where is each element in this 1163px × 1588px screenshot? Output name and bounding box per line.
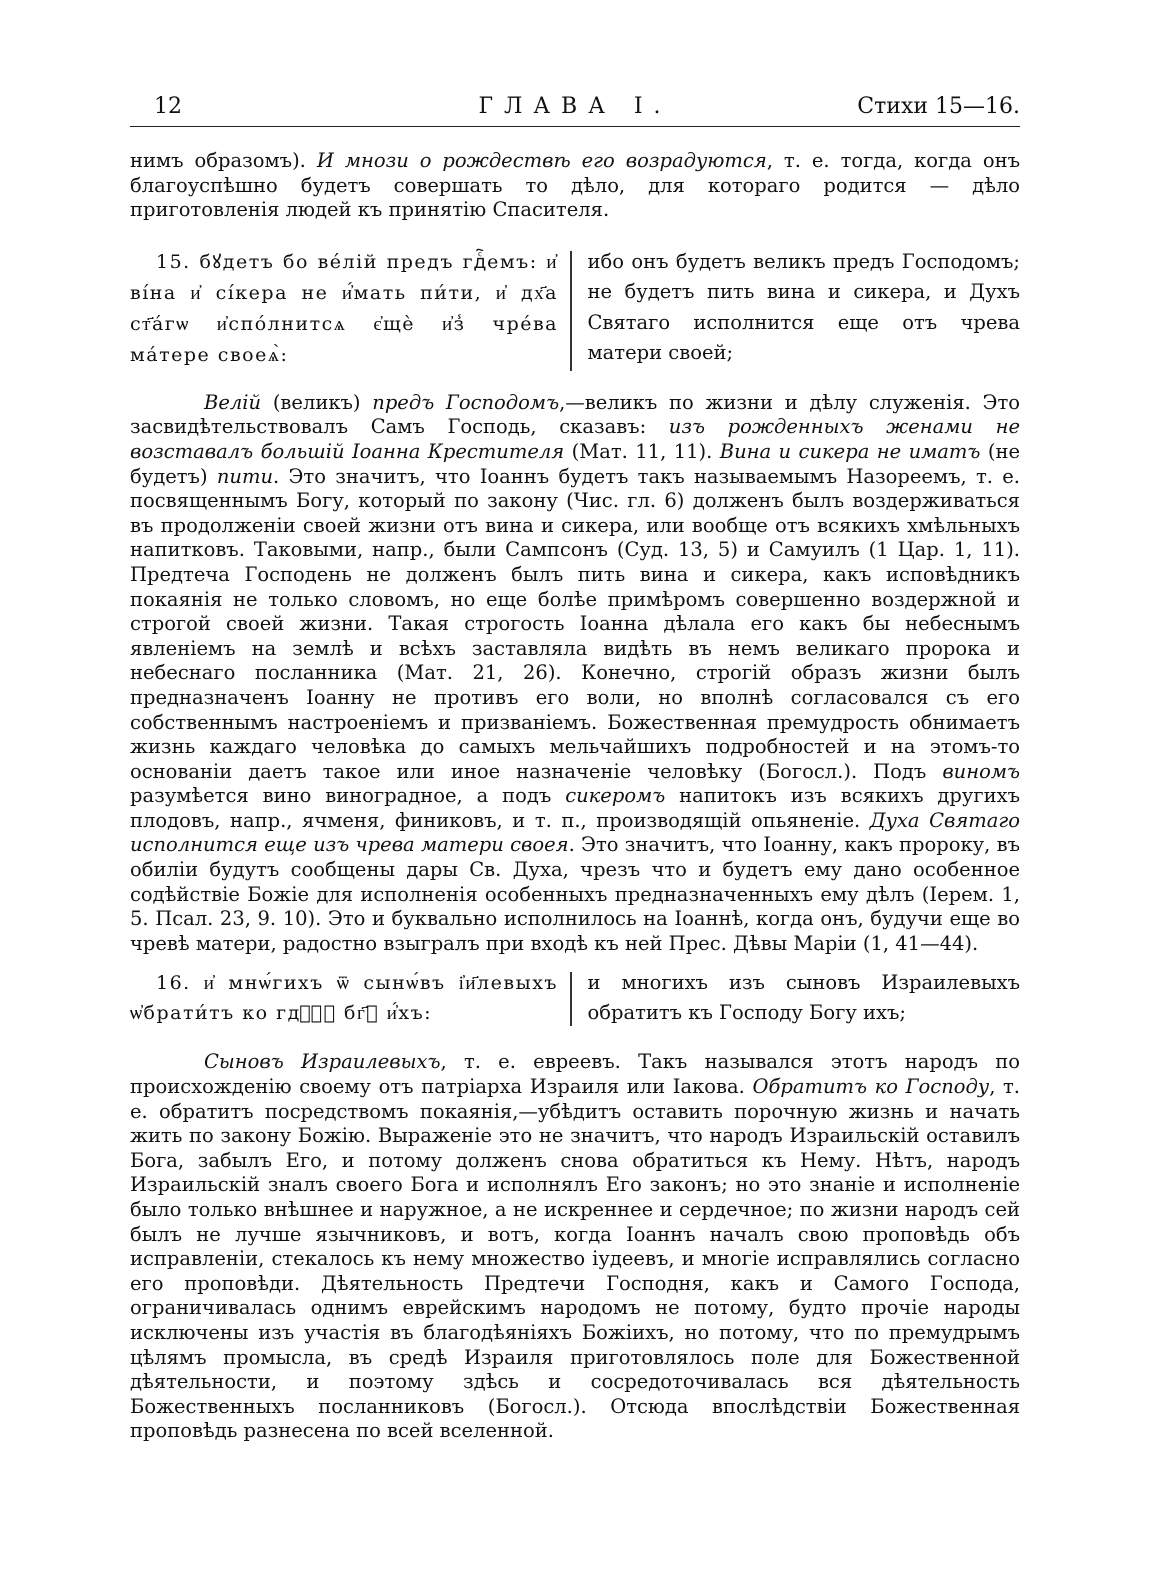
italic-phrase: пити xyxy=(216,464,274,488)
continuation-quote: И мнози о рождествѣ его возрадуются xyxy=(316,149,767,172)
text-run: напитокъ изъ всякихъ другихъ плодовъ, напр., ячменя, финиковъ, и т. п., производящій опьяненіе. xyxy=(130,784,1020,832)
text-run: . Это значитъ, что Іоанну, какъ пророку, въ обиліи будутъ сообщены дары Св. Духа, чрезъ что и будетъ ему дано особенное содѣйствіе Божіе для исполненія особенныхъ предназначенныхъ ему дѣлъ (Іерем. 1, 5. Псал. 23, 9. 10). Это и буквально исполнилось на Іоаннѣ, когда онъ, будучи еще во чревѣ матери, радостно взыгралъ при входѣ къ ней Прес. Дѣвы Маріи (1, 41—44). xyxy=(130,833,1020,955)
italic-phrase: Велій xyxy=(204,390,262,414)
verse-15-block xyxy=(130,247,1020,371)
commentary-verse-16 xyxy=(130,1050,1020,1444)
header-rule xyxy=(130,126,1020,127)
verse-16-slavonic xyxy=(130,968,570,1028)
italic-phrase: Сыновъ Израилевыхъ xyxy=(204,1050,441,1074)
verse-16-russian: и многихъ изъ сыновъ Израилевыхъ обратитъ къ Господу Богу ихъ; xyxy=(587,971,1020,1025)
text-run: (не будетъ) xyxy=(130,439,1020,488)
page-number: 12 xyxy=(154,94,182,119)
italic-phrase: изъ рожденныхъ женами не возставалъ большій Іоанна Крестителя xyxy=(130,415,1020,463)
text-run: разумѣется вино виноградное, а подъ xyxy=(130,784,566,808)
verse-15-slavonic xyxy=(130,247,570,371)
text-run: (Мат. 11, 11). xyxy=(564,439,720,463)
text-run: ,—великъ по жизни и дѣлу служенія. Это засвидѣтельствовалъ Самъ Господь, сказавъ: xyxy=(130,390,1020,439)
italic-phrase: сикеромъ xyxy=(565,784,666,808)
text-run: . Это значитъ, что Іоаннъ будетъ такъ называемымъ Назореемъ, т. е. посвященнымъ Богу, который по закону (Чис. гл. 6) долженъ былъ воздерживаться въ продолженіи своей жизни отъ вина и сикера, или вообще отъ всякихъ хмѣльныхъ напитковъ. Таковыми, напр., были Сампсонъ (Суд. 13, 5) и Самуилъ (1 Цар. 1, 11). Предтеча Господень не долженъ былъ пить вина и сикера, какъ исповѣдникъ покаянія не только словомъ, но еще болѣе примѣромъ совершенно воздержной и строгой своей жизни. Такая строгость Іоанна дѣлала его какъ бы небеснымъ явленіемъ на землѣ и всѣхъ заставляла видѣть въ немъ великаго пророка и небеснаго посланника (Мат. 21, 26). Конечно, строгій образъ жизни былъ предназначенъ Іоанну не противъ его воли, но вполнѣ согласовался съ его собственнымъ настроеніемъ и призваніемъ. Божественная премудрость обнимаетъ жизнь каждаго человѣка до самыхъ мельчайшихъ подробностей и на этомъ-то основаніи даетъ такое или иное назначеніе человѣку (Богосл.). Подъ xyxy=(130,464,1020,783)
verse-16-number: 16. xyxy=(156,972,191,995)
italic-phrase: предъ Господомъ xyxy=(372,390,560,414)
continuation-text-start: нимъ образомъ). xyxy=(130,149,317,172)
running-header xyxy=(130,90,1020,124)
continuation-paragraph xyxy=(130,149,1020,223)
continuation-text-end: , т. е. тогда, когда онъ благоуспѣшно будетъ совершать то дѣло, для котораго родится — дѣло приготовленія людей къ принятію Спасителя. xyxy=(130,149,1020,222)
verse-15-slavonic-text: бꙋдетъ бо ве́лій предъ гдⷭ҇емъ: и҆ ві́на и҆ сі́кера не и҆́мать пи́ти, и҆ дх҃а ст҃а́гѡ и҆спо́лнитсѧ є҆щѐ и҆з̾ чре́ва ма́тере своеѧ̀: xyxy=(130,250,559,366)
verse-15-russian: ибо онъ будетъ великъ предъ Господомъ; не будетъ пить вина и сикера, и Духъ Святаго исполнится еще отъ чрева матери своей; xyxy=(587,249,1020,365)
chapter-title: ГЛАВА I. xyxy=(478,94,672,119)
italic-phrase: Обратитъ ко Господу xyxy=(752,1075,990,1099)
commentary-verse-15 xyxy=(130,391,1020,957)
italic-phrase: виномъ xyxy=(942,759,1020,783)
italic-phrase: Вина и сикера не иматъ xyxy=(719,439,981,463)
text-run: , т. е. обратитъ посредствомъ покаянія,—убѣдитъ оставить порочную жизнь и начать жить по закону Божію. Выраженіе это не значитъ, что народъ Израильскій оставилъ Бога, забылъ Его, и потому долженъ снова обратиться къ Нему. Нѣтъ, народъ Израильскій зналъ своего Бога и исполнялъ Его законъ; но это знаніе и исполненіе было только внѣшнее и наружное, а не искреннее и сердечное; по жизни народъ сей былъ не лучше язычниковъ, и вотъ, когда Іоаннъ началъ свою проповѣдь объ исправленіи, стекалось къ нему множество іудеевъ, и многіе исправлялись согласно его проповѣди. Дѣятельность Предтечи Господня, какъ и Самого Господа, ограничивалась однимъ еврейскимъ народомъ не потому, будто прочіе народы исключены изъ участія въ благодѣяніяхъ Божіихъ, но потому, что по премудрымъ цѣлямъ промысла, въ средѣ Израиля приготовлялось поле для Божественной дѣятельности, и поэтому здѣсь и сосредоточивалась вся дѣятельность Божественныхъ посланниковъ (Богосл.). Отсюда впослѣдствіи Божественная проповѣдь разнесена по всей вселенной. xyxy=(130,1075,1021,1443)
text-run: (великъ) xyxy=(261,390,373,414)
verse-16-slavonic-text: и҆ мнѡ́гихъ ѿ сынѡ́въ і҆и҃левыхъ ѡ҆брати́тъ ко гдⷭ҇ꙋ бг҃ꙋ и҆́хъ: xyxy=(130,972,558,1025)
italic-phrase: Духа Святаго исполнится еще изъ чрева матери своея xyxy=(130,808,1020,857)
verse-range: Стихи 15—16. xyxy=(857,94,1020,119)
text-run: , т. е. евреевъ. Такъ назывался этотъ народъ по происхожденію своему отъ патріарха Израиля или Іакова. xyxy=(130,1050,1020,1099)
verse-15-number: 15. xyxy=(156,250,191,273)
book-page xyxy=(130,90,1020,1444)
verse-16-block xyxy=(130,968,1020,1028)
